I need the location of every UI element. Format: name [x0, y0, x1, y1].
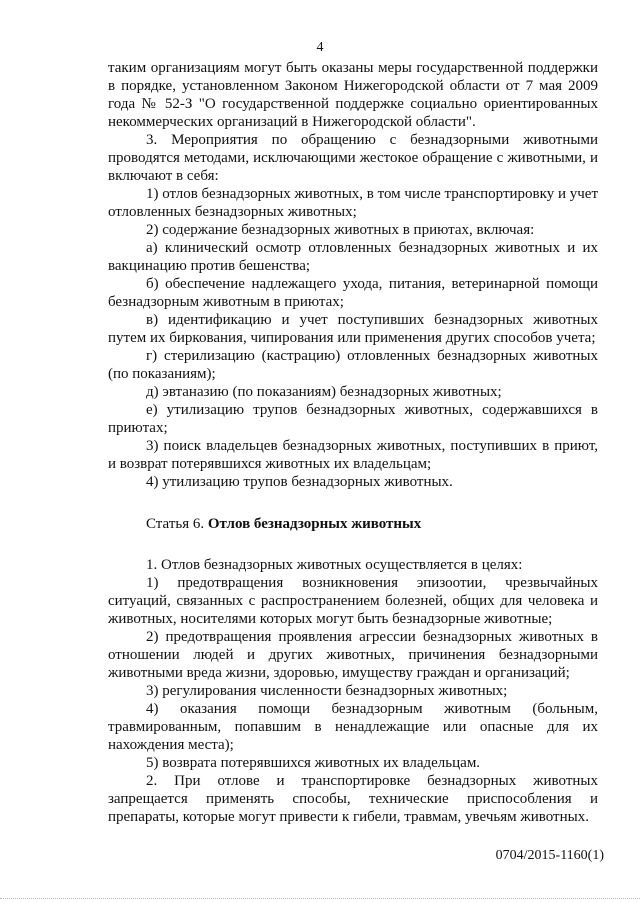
paragraph: а) клинический осмотр отловленных безнадзорных животных и их вакцинацию против бешенства; — [108, 240, 598, 274]
paragraph: е) утилизацию трупов безнадзорных животных, содержавшихся в приютах; — [108, 402, 598, 436]
paragraph: г) стерилизацию (кастрацию) отловленных безнадзорных животных (по показаниям); — [108, 348, 598, 382]
paragraph: 3. Мероприятия по обращению с безнадзорными животными проводятся методами, исключающими жестокое обращение с животными, и включают в себя: — [108, 132, 598, 184]
paragraph: 3) регулирования численности безнадзорных животных; — [146, 683, 508, 699]
paragraph: 1. Отлов безнадзорных животных осуществляется в целях: — [146, 557, 523, 573]
page-number: 4 — [316, 40, 324, 55]
document-code: 0704/2015-1160(1) — [495, 848, 604, 863]
article-prefix: Статья 6. — [146, 516, 208, 532]
article-section — [108, 556, 598, 826]
paragraph: 1) предотвращения возникновения эпизоотии, чрезвычайных ситуаций, связанных с распространением болезней, общих для человека и животных, носителями которых могут быть безнадзорные животные; — [108, 575, 598, 627]
paragraph: б) обеспечение надлежащего ухода, питания, ветеринарной помощи безнадзорным животным в приютах; — [108, 276, 598, 310]
document-body — [108, 59, 598, 826]
paragraph: 2) содержание безнадзорных животных в приютах, включая: — [146, 222, 535, 238]
intro-section — [108, 59, 598, 491]
paragraph: 2. При отлове и транспортировке безнадзорных животных запрещается применять способы, технические приспособления и препараты, которые могут привести к гибели, травмам, увечьям животных. — [108, 773, 598, 825]
paragraph: 4) утилизацию трупов безнадзорных животных. — [146, 474, 453, 490]
paragraph: в) идентификацию и учет поступивших безнадзорных животных путем их биркования, чипирования или применения других способов учета; — [108, 312, 598, 346]
paragraph: 3) поиск владельцев безнадзорных животных, поступивших в приют, и возврат потерявшихся животных их владельцам; — [108, 438, 598, 472]
paragraph: таким организациям могут быть оказаны меры государственной поддержки в порядке, установленном Законом Нижегородской области от 7 мая 2009 года № 52-З "О государственной поддержке социально ориентированных некоммерческих организаций в Нижегородской области". — [108, 60, 598, 130]
paragraph: д) эвтаназию (по показаниям) безнадзорных животных; — [146, 384, 502, 400]
paragraph: 4) оказания помощи безнадзорным животным (больным, травмированным, попавшим в ненадлежащие или опасные для их нахождения места); — [108, 701, 598, 753]
scan-edge-divider — [0, 898, 640, 905]
paragraph: 2) предотвращения проявления агрессии безнадзорных животных в отношении людей и других животных, причинения безнадзорными животными вреда жизни, здоровью, имуществу граждан и организаций; — [108, 629, 598, 681]
article-title: Отлов безнадзорных животных — [207, 516, 422, 532]
paragraph: 5) возврата потерявшихся животных их владельцам. — [146, 755, 481, 771]
paragraph: 1) отлов безнадзорных животных, в том числе транспортировку и учет отловленных безнадзорных животных; — [108, 186, 598, 220]
article-heading — [108, 515, 598, 533]
